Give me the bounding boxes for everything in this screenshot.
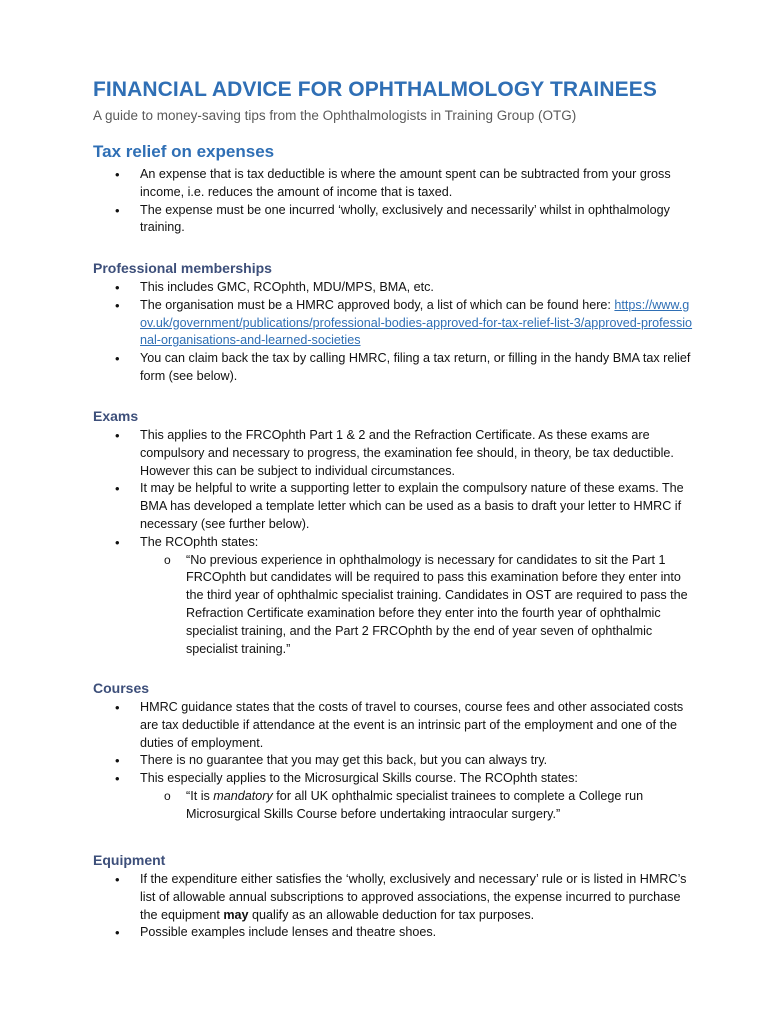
courses-sublist — [140, 788, 693, 824]
list-item — [93, 871, 693, 924]
list-item-text: This especially applies to the Microsurgical Skills course. The RCOphth states: — [140, 771, 578, 786]
heading-tax-relief: Tax relief on expenses — [93, 142, 275, 161]
section-tax-relief — [93, 142, 693, 237]
list-item: • You can claim back the tax by calling HMRC, filing a tax return, or filling in the handy BMA tax relief form (see below). — [93, 350, 693, 386]
list-item-text: qualify as an allowable deduction for tax purposes. — [248, 907, 535, 922]
memberships-list — [93, 279, 693, 386]
list-item: • There is no guarantee that you may get this back, but you can always try. — [93, 752, 693, 770]
list-item-bold: may — [223, 907, 249, 922]
list-item — [93, 770, 693, 823]
list-item-text: The organisation must be a HMRC approved body, a list of which can be found here: — [140, 297, 611, 312]
section-equipment — [93, 852, 693, 942]
list-item: • An expense that is tax deductible is where the amount spent can be subtracted from your gross income, i.e. reduces the amount of income that is taxed. — [93, 166, 693, 202]
microsurgical-quote — [140, 788, 693, 824]
exams-list — [93, 427, 693, 658]
list-item — [93, 534, 693, 659]
list-item: • The expense must be one incurred ‘wholly, exclusively and necessarily’ whilst in ophthalmology training. — [93, 202, 693, 238]
section-courses — [93, 680, 693, 824]
hmrc-approved-bodies-link[interactable]: https://www.gov.uk/government/publications/professional-bodies-approved-for-tax-relief-list-3/approved-professional-organisations-and-learned-societies — [140, 297, 693, 348]
list-item-text: The RCOphth states: — [140, 534, 259, 549]
courses-list — [93, 699, 693, 824]
list-item — [93, 297, 693, 350]
rcophth-quote: o “No previous experience in ophthalmology is necessary for candidates to sit the Part 1 FRCOphth but candidates will be required to pass this examination before they enter into the third year of ophthalmic specialist training. Candidates in OST are required to pass the Refraction Certificate examination before they enter into the fourth year of ophthalmic specialist training, and the Part 2 FRCOphth by the end of year seven of ophthalmic specialist training.” — [140, 552, 693, 659]
heading-courses: Courses — [93, 680, 150, 696]
section-exams — [93, 408, 693, 658]
heading-memberships: Professional memberships — [93, 260, 272, 276]
list-item: • This includes GMC, RCOphth, MDU/MPS, BMA, etc. — [93, 279, 693, 297]
heading-equipment: Equipment — [93, 852, 166, 868]
quote-text: for all UK ophthalmic specialist trainees to complete a College run Microsurgical Skills Course before undertaking intraocular surgery.” — [186, 788, 644, 821]
exams-sublist — [140, 552, 693, 659]
section-memberships — [93, 260, 693, 386]
document-subtitle: A guide to money-saving tips from the Ophthalmologists in Training Group (OTG) — [93, 108, 577, 123]
tax-relief-list — [93, 166, 693, 237]
quote-emphasis: mandatory — [213, 788, 273, 803]
heading-exams: Exams — [93, 408, 139, 424]
list-item: • Possible examples include lenses and theatre shoes. — [93, 924, 693, 942]
list-item-text: If the expenditure either satisfies the ‘wholly, exclusively and necessary’ rule or is listed in HMRC’s list of allowable annual subscriptions to approved associations, the expense incurred to purchase the equipment — [140, 872, 687, 922]
document-title: FINANCIAL ADVICE FOR OPHTHALMOLOGY TRAINEES — [93, 78, 657, 101]
list-item: • HMRC guidance states that the costs of travel to courses, course fees and other associated costs are tax deductible if attendance at the event is an intrinsic part of the employment and one of the duties of employment. — [93, 699, 693, 752]
list-item: • It may be helpful to write a supporting letter to explain the compulsory nature of these exams. The BMA has developed a template letter which can be used as a basis to draft your letter to HMRC if necessary (see further below). — [93, 480, 693, 533]
list-item: • This applies to the FRCOphth Part 1 & 2 and the Refraction Certificate. As these exams are compulsory and necessary to progress, the examination fee should, in theory, be tax deductible. However this can be subject to individual circumstances. — [93, 427, 693, 480]
equipment-list — [93, 871, 693, 942]
quote-text: “It is — [186, 788, 214, 803]
